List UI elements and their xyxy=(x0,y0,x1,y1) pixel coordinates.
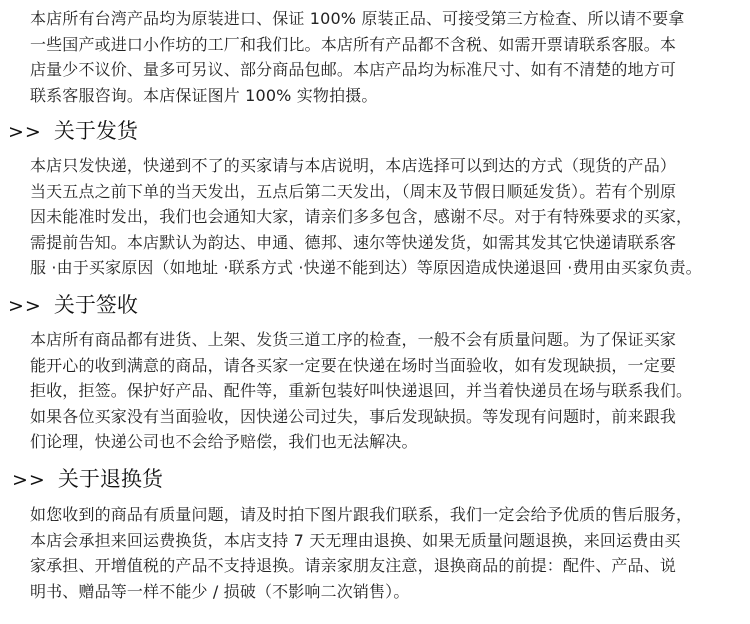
receipt-paragraph: 本店所有商品都有进货、上架、发货三道工序的检查，一般不会有质量问题。为了保证买家 能开心的收到满意的商品，请各买家一定要在快递在场时当面验收，如有发现缺损，一定要 拒收，拒签。保护好产品、配件等，重新包装好叫快递退回，并当着快递员在场与联系我们。 如果各位买家没有当面验收，因快递公司过失，事后发现缺损。等发现有问题时，前来跟我 们论理，快递公司也不会给予赔偿，我们也无法解决。 xyxy=(30,330,693,451)
shipping-paragraph: 本店只发快递，快递到不了的买家请与本店说明，本店选择可以到达的方式（现货的产品） 当天五点之前下单的当天发出，五点后第二天发出，（周末及节假日顺延发货）。若有个别原 因未能准时发出，我们也会通知大家，请亲们多多包含，感谢不尽。对于有特殊要求的买家， 需提前告知。本店默认为韵达、申通、德邦、速尔等快递发货，如需其发其它快递请联系客 服 ·由于买家原因（如地址 ·联系方式 ·快递不能到达）等原因造成快递退回 ·费用由买家负责。 xyxy=(30,156,702,277)
returns-paragraph: 如您收到的商品有质量问题，请及时拍下图片跟我们联系，我们一定会给予优质的售后服务， 本店会承担来回运费换货，本店支持 7 天无理由退换、如果无质量问题退换，来回运费由买 家承担、开增值税的产品不支持退换。请亲家朋友注意，退换商品的前提：配件、产品、说 明书、赠品等一样不能少 / 损破（不影响二次销售）。 xyxy=(30,505,693,601)
shipping-heading xyxy=(8,117,138,146)
receipt-heading xyxy=(8,291,138,320)
heading-marker: >> xyxy=(8,121,42,143)
returns-heading xyxy=(12,465,163,494)
receipt-heading-title: 关于签收 xyxy=(53,293,138,317)
shipping-heading-title: 关于发货 xyxy=(53,119,138,143)
heading-marker: >> xyxy=(12,469,46,491)
returns-heading-title: 关于退换货 xyxy=(57,467,163,491)
heading-marker: >> xyxy=(8,295,42,317)
intro-paragraph: 本店所有台湾产品均为原装进口、保证 100% 原装正品、可接受第三方检查、所以请不要拿 一些国产或进口小作坊的工厂和我们比。本店所有产品都不含税、如需开票请联系客服。本 店量少不议价、量多可另议、部分商品包邮。本店产品均为标准尺寸、如有不清楚的地方可 联系客服咨询。本店保证图片 100% 实物拍摄。 xyxy=(30,9,685,105)
